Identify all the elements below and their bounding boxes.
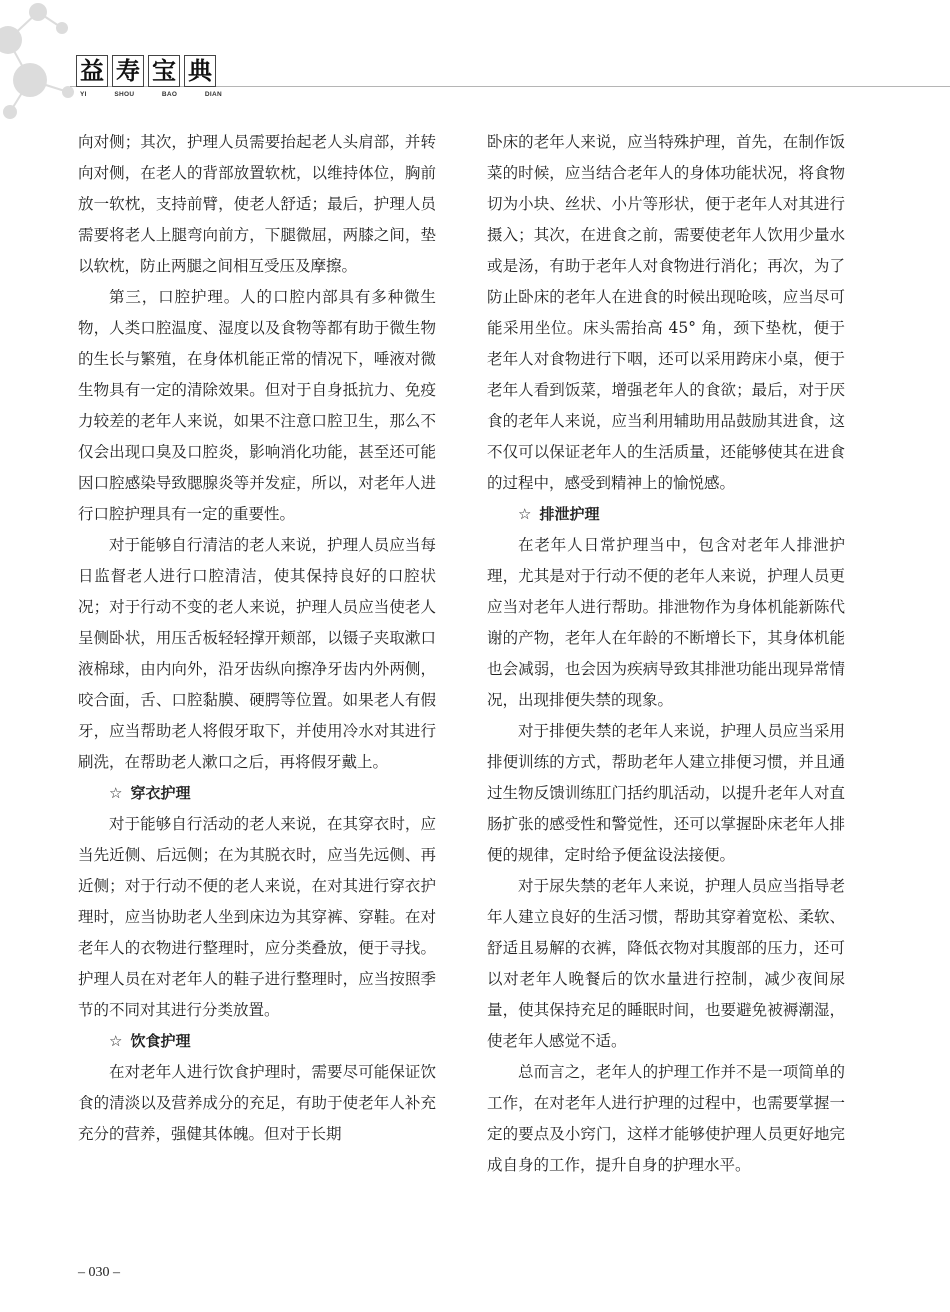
section-heading-excretion: [487, 499, 845, 530]
paragraph: 总而言之，老年人的护理工作并不是一项简单的工作，在对老年人进行护理的过程中，也需要掌握一定的要点及小窍门，这样才能够使护理人员更好地完成自身的工作，提升自身的护理水平。: [487, 1063, 845, 1174]
pinyin-syllable: SHOU: [114, 91, 135, 98]
paragraph: 对于能够自行活动的老人来说，在其穿衣时，应当先近侧、后远侧；在为其脱衣时，应当先远侧、再近侧；对于行动不便的老人来说，在对其进行穿衣护理时，应当协助老人坐到床边为其穿裤、穿鞋。在对老年人的衣物进行整理时，应分类叠放，便于寻找。护理人员在对老年人的鞋子进行整理时，应当按照季节的不同对其进行分类放置。: [78, 815, 436, 1019]
paragraph: 第三，口腔护理。人的口腔内部具有多种微生物，人类口腔温度、湿度以及食物等都有助于微生物的生长与繁殖，在身体机能正常的情况下，唾液对微生物具有一定的清除效果。但对于自身抵抗力、免疫力较差的老年人来说，如果不注意口腔卫生，那么不仅会出现口臭及口腔炎，影响消化功能，甚至还可能因口腔感染导致腮腺炎等并发症，所以，对老年人进行口腔护理具有一定的重要性。: [78, 288, 436, 523]
logo-char: 益: [76, 55, 108, 87]
section-heading-text: 排泄护理: [539, 505, 600, 523]
right-column: [487, 127, 845, 1181]
star-icon: ☆: [518, 505, 532, 523]
paragraph: 卧床的老年人来说，应当特殊护理，首先，在制作饭菜的时候，应当结合老年人的身体功能状况，将食物切为小块、丝状、小片等形状，便于老年人对其进行摄入；其次，在进食之前，需要使老年人饮用少量水或是汤，有助于老年人对食物进行消化；再次，为了防止卧床的老年人在进食的时候出现呛咳，应当尽可能采用坐位。床头需抬高 45° 角，颈下垫枕，便于老年人对食物进行下咽，还可以采用跨床小桌，便于老年人看到饭菜，增强老年人的食欲；最后，对于厌食的老年人来说，应当利用辅助用品鼓励其进食，这不仅可以保证老年人的生活质量，还能够使其在进食的过程中，感受到精神上的愉悦感。: [487, 133, 845, 492]
paragraph: 向对侧；其次，护理人员需要抬起老人头肩部，并转向对侧，在老人的背部放置软枕，以维持体位，胸前放一软枕，支持前臂，使老人舒适；最后，护理人员需要将老人上腿弯向前方，下腿微屈，两膝之间，垫以软枕，防止两腿之间相互受压及摩擦。: [78, 133, 436, 275]
star-icon: ☆: [109, 784, 123, 802]
journal-logo: [76, 55, 216, 87]
logo-char: 宝: [148, 55, 180, 87]
paragraph: 对于排便失禁的老年人来说，护理人员应当采用排便训练的方式，帮助老年人建立排便习惯，并且通过生物反馈训练肛门括约肌活动，以提升老年人对直肠扩张的感受性和警觉性，还可以掌握卧床老年人排便的规律，定时给予便盆设法接便。: [487, 722, 845, 864]
star-icon: ☆: [109, 1032, 123, 1050]
paragraph: 在老年人日常护理当中，包含对老年人排泄护理，尤其是对于行动不便的老年人来说，护理人员更应当对老年人进行帮助。排泄物作为身体机能新陈代谢的产物，老年人在年龄的不断增长下，其身体机能也会减弱，也会因为疾病导致其排泄功能出现异常情况，出现排便失禁的现象。: [487, 536, 845, 709]
page-number: – 030 –: [78, 1265, 120, 1280]
logo-pinyin: [80, 91, 222, 98]
pinyin-syllable: YI: [80, 91, 87, 98]
section-heading-text: 穿衣护理: [130, 784, 191, 802]
pinyin-syllable: BAO: [161, 91, 178, 98]
logo-char: 寿: [112, 55, 144, 87]
section-heading-diet: [78, 1026, 436, 1057]
paragraph: 在对老年人进行饮食护理时，需要尽可能保证饮食的清淡以及营养成分的充足，有助于使老年人补充充分的营养，强健其体魄。但对于长期: [78, 1063, 436, 1143]
section-heading-dressing: [78, 778, 436, 809]
paragraph: 对于能够自行清洁的老人来说，护理人员应当每日监督老人进行口腔清洁，使其保持良好的口腔状况；对于行动不变的老人来说，护理人员应当使老人呈侧卧状，用压舌板轻轻撑开颊部，以镊子夹取漱口液棉球，由内向外，沿牙齿纵向擦净牙齿内外两侧，咬合面，舌、口腔黏膜、硬腭等位置。如果老人有假牙，应当帮助老人将假牙取下，并使用冷水对其进行刷洗，在帮助老人漱口之后，再将假牙戴上。: [78, 536, 436, 771]
logo-char: 典: [184, 55, 216, 87]
left-column: [78, 127, 436, 1150]
paragraph: 对于尿失禁的老年人来说，护理人员应当指导老年人建立良好的生活习惯，帮助其穿着宽松、柔软、舒适且易解的衣裤，降低衣物对其腹部的压力，还可以对老年人晚餐后的饮水量进行控制，减少夜间尿量，使其保持充足的睡眠时间，也要避免被褥潮湿，使老年人感觉不适。: [487, 877, 845, 1050]
pinyin-syllable: DIAN: [204, 91, 222, 98]
section-heading-text: 饮食护理: [130, 1032, 191, 1050]
